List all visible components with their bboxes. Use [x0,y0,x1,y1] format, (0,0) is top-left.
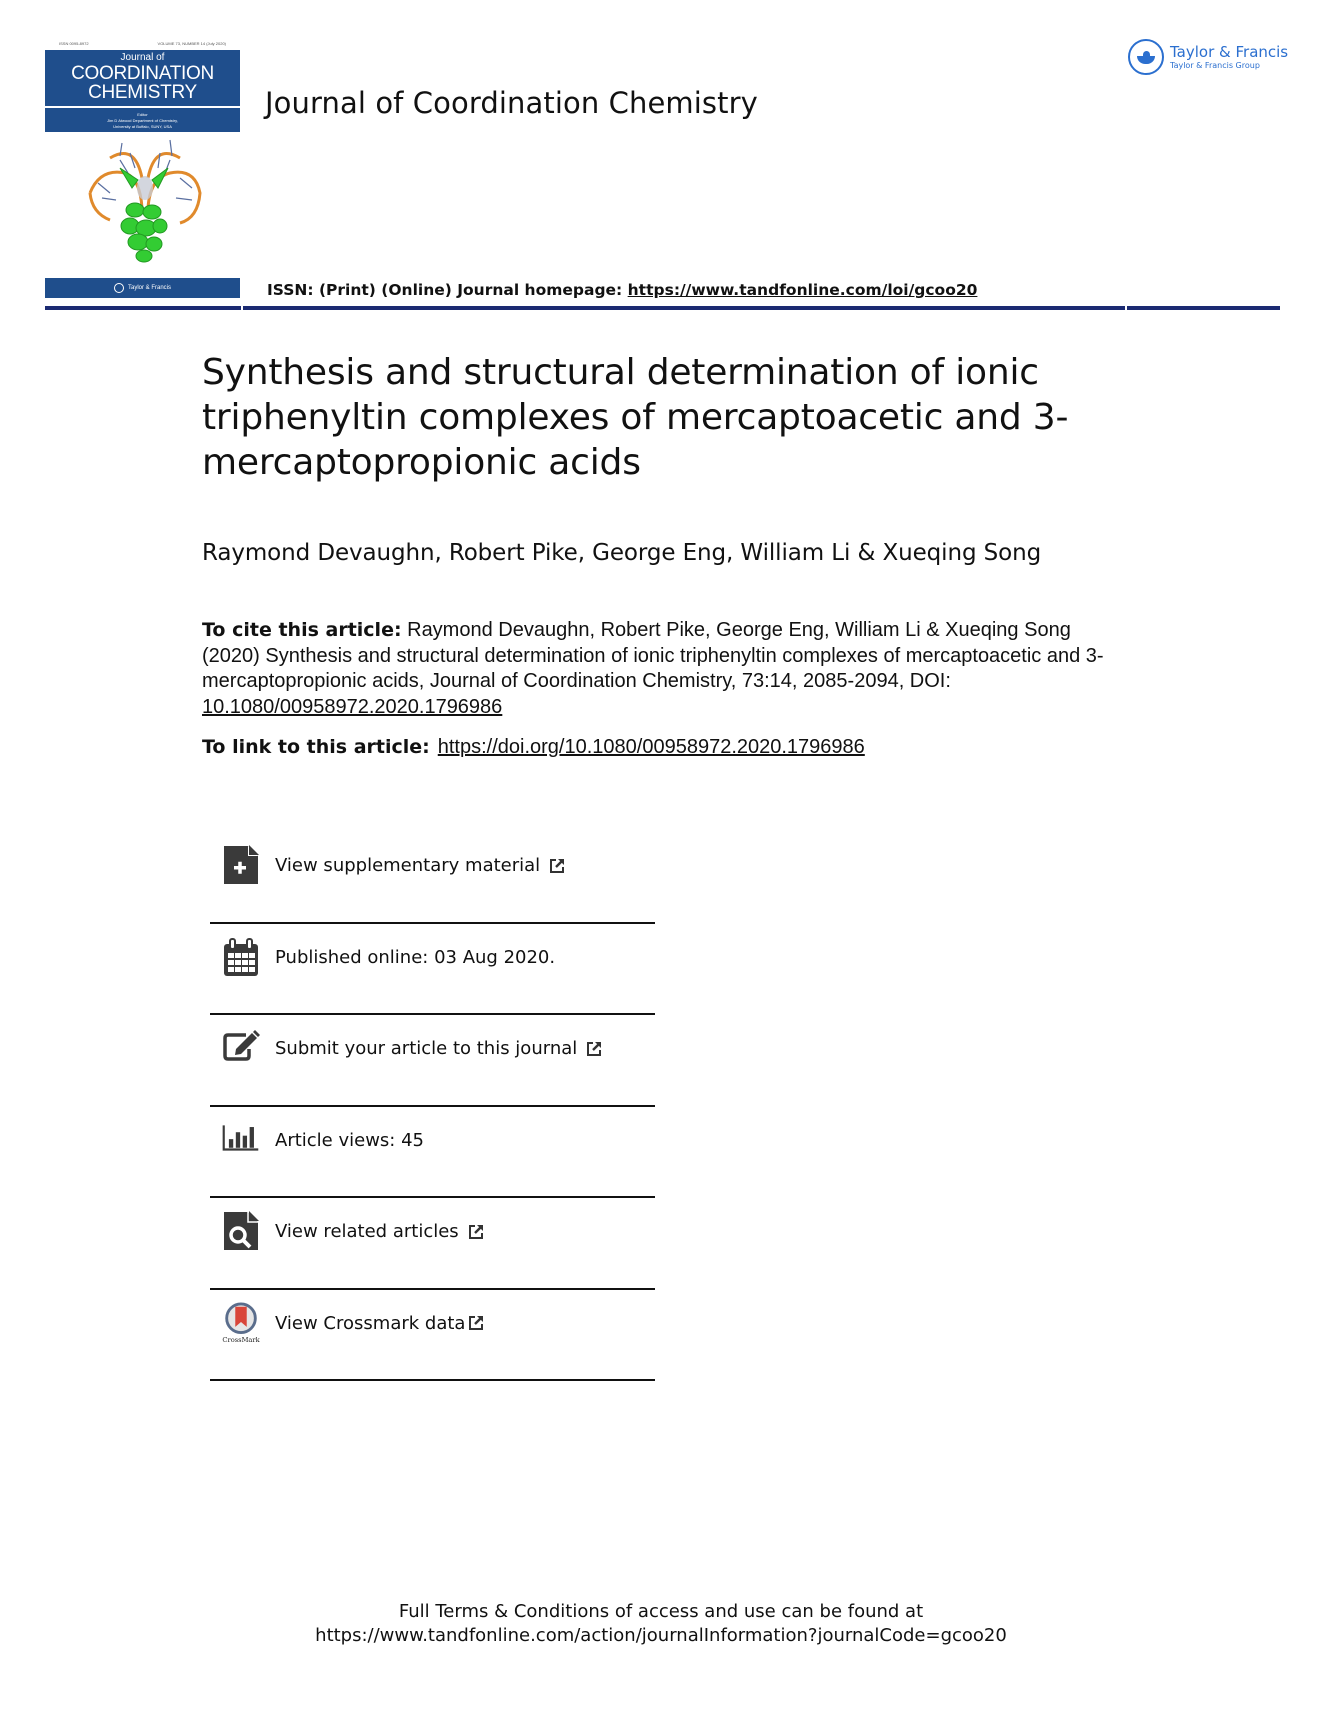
info-item-submit-article[interactable] [210,1015,655,1105]
article-link-line [202,736,865,759]
bar-chart-icon [222,1119,260,1161]
header-divider [45,306,241,310]
terms-footer [0,1600,1322,1648]
publisher-group: Taylor & Francis Group [1170,60,1260,70]
info-item-label: View Crossmark data [275,1312,466,1334]
article-title-line: triphenyltin complexes of mercaptoacetic and 3- [202,397,1069,438]
citation-doi-link[interactable]: 10.1080/00958972.2020.1796986 [202,695,503,718]
header-divider [243,306,1125,310]
info-item-label: Submit your article to this journal [275,1038,578,1059]
svg-text:CrossMark: CrossMark [222,1335,260,1344]
cover-publisher-name: Taylor & Francis [127,285,171,291]
calendar-icon [222,936,260,978]
info-item-label: View supplementary material [275,855,541,876]
cover-top-strip [45,38,240,50]
cover-editor-line2: University at Buffalo, SUNY, USA [113,124,172,129]
protein-dna-illustration [80,138,210,268]
journal-cover-image [45,38,240,300]
header-divider [1127,306,1280,310]
cover-volume: VOLUME 73, NUMBER 14 (July 2020) [157,41,226,46]
footer-terms-text: Full Terms & Conditions of access and use can be found at [398,1601,924,1622]
info-divider [210,1379,655,1381]
cover-editor-label: Editor [137,112,148,117]
external-link-icon [548,857,566,875]
info-item-label: Article views: 45 [275,1129,424,1151]
cover-journal-of: Journal of [120,52,165,63]
issn-label: ISSN: (Print) (Online) Journal homepage: [267,281,628,299]
file-plus-icon [222,844,260,886]
edit-icon [222,1027,260,1069]
tf-lamp-icon [1128,39,1164,75]
journal-title: Journal of Coordination Chemistry [265,86,758,120]
external-link-icon [585,1040,603,1058]
article-info-list [210,832,655,1381]
publisher-logo[interactable] [1128,39,1288,75]
info-item-related-articles[interactable] [210,1198,655,1288]
crossmark-icon [222,1302,260,1344]
info-item-article-views [210,1107,655,1197]
cover-editor-line1: Jim D Atwood Department of Chemistry, [107,118,178,123]
external-link-icon [467,1314,485,1332]
cover-publisher-band [45,278,240,298]
article-doi-url-link[interactable]: https://doi.org/10.1080/00958972.2020.1796986 [437,736,865,758]
cover-title-panel [45,50,240,106]
info-item-supplementary[interactable] [210,832,655,922]
cover-name-line1: COORDINATION [71,63,214,84]
cover-editor-band [45,108,240,132]
footer-terms-url[interactable]: https://www.tandfonline.com/action/journalInformation?journalCode=gcoo20 [315,1625,1007,1646]
article-title-line: mercaptopropionic acids [202,442,641,483]
journal-homepage-link[interactable]: https://www.tandfonline.com/loi/gcoo20 [627,281,978,299]
cover-issn: ISSN 0095-8972 [59,41,89,46]
issn-homepage-line [267,281,977,299]
info-item-label: View related articles [275,1221,459,1242]
article-title-line: Synthesis and structural determination of ionic [202,352,1039,393]
cover-name-line2: CHEMISTRY [88,82,197,103]
citation-text: Raymond Devaughn, Robert Pike, George Eng, William Li & Xueqing Song (2020) Synthesis and structural determination of ionic triphenyltin complexes of mercaptoacetic and 3-mercaptopropionic acids, Journal of Coordination Chemistry, 73:14, 2085-2094, DOI: [202,619,1104,692]
article-link-lead: To link to this article: [202,736,430,758]
external-link-icon [467,1223,485,1241]
info-item-published [210,924,655,1014]
tf-mini-logo-icon [114,283,124,293]
info-item-crossmark[interactable] [210,1290,655,1380]
file-search-icon [222,1210,260,1252]
article-title [202,350,1102,485]
citation-block [202,618,1122,720]
publisher-name: Taylor & Francis [1170,42,1289,61]
info-item-label: Published online: 03 Aug 2020. [275,946,556,968]
citation-lead: To cite this article: [202,619,402,641]
article-authors: Raymond Devaughn, Robert Pike, George Eng, William Li & Xueqing Song [202,540,1042,566]
